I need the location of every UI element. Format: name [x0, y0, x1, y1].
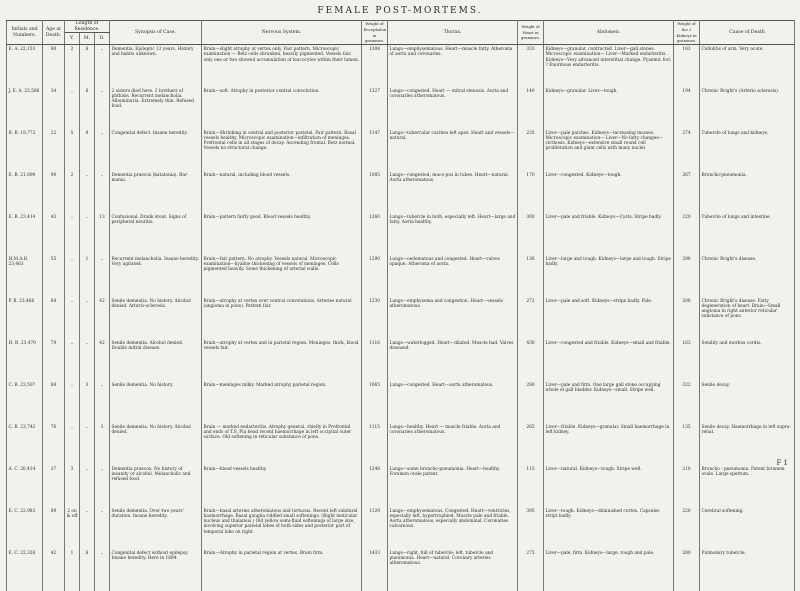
- row-abdomen: Liver—pale and firm. One large gall stone occupying whole of gall bladder. Kidneys—small. Stripe well.: [544, 381, 674, 423]
- row-days: ..: [95, 87, 110, 129]
- row-synopsis: Senile dementia. Over two years' duration. Insane heredity.: [110, 507, 202, 549]
- row-encephalon-weight: 1248: [362, 465, 388, 507]
- row-synopsis: Confusional. Drank stout. Signs of peripheral neuritis.: [110, 213, 202, 255]
- row-months: 6: [80, 87, 95, 129]
- page-title: FEMALE POST-MORTEMS.: [317, 6, 483, 16]
- header-initials: Initials and Numbers.: [7, 21, 43, 45]
- row-age: 42: [43, 549, 65, 591]
- header-synopsis: Synopsis of Case.: [110, 21, 202, 45]
- row-cause-of-death: Tubercle of lungs and intestine.: [700, 213, 795, 255]
- row-kidneys-weight: 267: [674, 171, 700, 213]
- row-initials: P. B. 23,466: [7, 297, 43, 339]
- row-thorax: Lungs—healthy. Heart — muscle friable. Aorta and coronaries atheromatous.: [388, 423, 518, 465]
- row-abdomen: Liver—large and tough. Kidneys—large and tough. Stripe badly.: [544, 255, 674, 297]
- row-days: ..: [95, 381, 110, 423]
- header-residence: Length of Residence.: [65, 21, 110, 33]
- row-cause-of-death: Tubercle of lungs and kidneys.: [700, 129, 795, 171]
- row-synopsis: Recurrent melancholia. Insane heredity. Very agitated.: [110, 255, 202, 297]
- row-months: ..: [80, 423, 95, 465]
- table-row: [7, 171, 795, 213]
- row-cause-of-death: Broncho - pneumonia. Patent foramen ovale. Large spertum.: [700, 465, 795, 507]
- row-thorax: Lungs—tubercular cavities left apex. Heart and vessels—natural.: [388, 129, 518, 171]
- row-kidneys-weight: 163: [674, 339, 700, 381]
- header-abdomen: Abdomen.: [544, 21, 674, 45]
- row-heart-weight: 136: [518, 255, 544, 297]
- row-nervous-system: Brain—Shrinking in central and posterior parietal. Fair pattern. Basal vessels healthy. Microscopic examination—infiltration of meninges. Prefrontal cells in all stages of decay. Ascending frontal. Betz normal. Vessels no structural change.: [202, 129, 362, 171]
- row-age: 27: [43, 465, 65, 507]
- row-cause-of-death: Cerebral softening.: [700, 507, 795, 549]
- row-heart-weight: 140: [518, 87, 544, 129]
- row-months: 6: [80, 549, 95, 591]
- row-synopsis: Senile dementia. No history. Alcohol denied.: [110, 423, 202, 465]
- row-days: 3: [95, 423, 110, 465]
- row-years: ..: [65, 339, 80, 381]
- row-days: 13: [95, 213, 110, 255]
- row-days: ..: [95, 255, 110, 297]
- row-abdomen: Liver—congested and friable. Kidneys—small and friable.: [544, 339, 674, 381]
- table-row: [7, 213, 795, 255]
- row-thorax: Lungs—congested; muco-pus in tubes. Heart—natural. Aorta atheromatous.: [388, 171, 518, 213]
- row-years: 3: [65, 465, 80, 507]
- row-years: ..: [65, 423, 80, 465]
- row-thorax: Lungs—some broncho-pneumonia. Heart—healthy. Foramen ovale patent.: [388, 465, 518, 507]
- row-thorax: Lungs—emphysematous. Heart—muscle fatty. Atheroma of aorta and coronaries.: [388, 45, 518, 87]
- row-age: 55: [43, 255, 65, 297]
- row-thorax: Lungs—congested. Heart—aorta atheromatous.: [388, 381, 518, 423]
- row-age: 34: [43, 87, 65, 129]
- row-thorax: Lungs—waterlogged. Heart—dilated. Muscle bad. Valves diseased.: [388, 339, 518, 381]
- row-months: ..: [80, 507, 95, 549]
- row-kidneys-weight: 194: [674, 87, 700, 129]
- header-heart: Weight of Heart in grammes.: [518, 21, 544, 45]
- row-synopsis: Senile dementia. Alcohol denied. Double mitral disease.: [110, 339, 202, 381]
- row-cause-of-death: Chronic Bright's disease. Fatty degeneration of heart. Brain—Small angioma in right anterior reticular substance of pons.: [700, 297, 795, 339]
- row-kidneys-weight: 274: [674, 129, 700, 171]
- row-cause-of-death: Senile decay. Haemorrhage in left supra-renal.: [700, 423, 795, 465]
- row-encephalon-weight: 1230: [362, 297, 388, 339]
- row-kidneys-weight: 280: [674, 549, 700, 591]
- header-cause: Cause of Death: [700, 21, 795, 45]
- row-years: 2: [65, 171, 80, 213]
- row-synopsis: Congenital defect without epilepsy. Insane heredity. Here in 1894.: [110, 549, 202, 591]
- row-nervous-system: Brain—Atrophy in parietal region at vertex. Brain firm.: [202, 549, 362, 591]
- row-kidneys-weight: 322: [674, 381, 700, 423]
- row-encephalon-weight: 1115: [362, 423, 388, 465]
- row-heart-weight: 430: [518, 339, 544, 381]
- row-nervous-system: Brain—natural, including blood vessels.: [202, 171, 362, 213]
- row-encephalon-weight: 1147: [362, 129, 388, 171]
- row-months: ..: [80, 171, 95, 213]
- row-initials: H. B. 23,470: [7, 339, 43, 381]
- row-abdomen: Liver—friable. Kidneys—granular. Small haemorrhage in left kidney.: [544, 423, 674, 465]
- row-nervous-system: Brain—slight atrophy at vertex only. Fair pattern. Microscopic examination — Betz cells shrunken, heavily pigmented. Vessels fair, only one or two showed accumulation of leucocytes within their lumen.: [202, 45, 362, 87]
- row-encephalon-weight: 1129: [362, 507, 388, 549]
- row-age: 64: [43, 297, 65, 339]
- row-heart-weight: 333: [518, 45, 544, 87]
- row-thorax: Lungs—tubercle in both, especially left. Heart—large and fatty. Aorta healthy.: [388, 213, 518, 255]
- post-mortem-table: [6, 20, 795, 591]
- row-cause-of-death: Chronic Bright's disease.: [700, 255, 795, 297]
- row-encephalon-weight: 1433: [362, 549, 388, 591]
- header-nervous: Nervous System.: [202, 21, 362, 45]
- row-age: 76: [43, 423, 65, 465]
- row-heart-weight: 395: [518, 507, 544, 549]
- row-nervous-system: Brain—meninges milky. Marked atrophy parietal region.: [202, 381, 362, 423]
- table-row: [7, 297, 795, 339]
- row-heart-weight: 275: [518, 549, 544, 591]
- row-days: ..: [95, 171, 110, 213]
- row-nervous-system: Brain—fair pattern. No atrophy. Vessels natural. Microscopic examination—hyaline thickening of vessels of meninges. Cells pigmented heavily. Some thickening of arterial walls.: [202, 255, 362, 297]
- row-years: ..: [65, 297, 80, 339]
- row-thorax: Lungs—congested. Heart — mitral stenosis. Aorta and coronaries atheromatous.: [388, 87, 518, 129]
- row-months: 6: [80, 45, 95, 87]
- row-age: 90: [43, 171, 65, 213]
- row-encephalon-weight: 1290: [362, 255, 388, 297]
- row-kidneys-weight: 135: [674, 423, 700, 465]
- row-initials: A. C. 20,414: [7, 465, 43, 507]
- row-synopsis: 2 sisters died here. 2 brothers of phthisis. Recurrent melancholia. Albuminuria. Extremely thin. Refused food.: [110, 87, 202, 129]
- table-row: [7, 129, 795, 171]
- row-years: ..: [65, 213, 80, 255]
- row-kidneys-weight: 208: [674, 297, 700, 339]
- row-age: 69: [43, 507, 65, 549]
- row-initials: E. B. 23,414: [7, 213, 43, 255]
- row-months: ..: [80, 213, 95, 255]
- row-cause-of-death: Chronic Bright's (Arterio sclerosis).: [700, 87, 795, 129]
- row-synopsis: Senile dementia. No history.: [110, 381, 202, 423]
- row-cause-of-death: Senility and morbus cordis.: [700, 339, 795, 381]
- row-kidneys-weight: 183: [674, 45, 700, 87]
- row-days: ..: [95, 507, 110, 549]
- row-kidneys-weight: 290: [674, 255, 700, 297]
- row-encephalon-weight: 1260: [362, 213, 388, 255]
- row-cause-of-death: Senile decay.: [700, 381, 795, 423]
- row-nervous-system: Brain—atrophy at vertex over central convolutions. Arteries natural (angioma in pons). Pattern fair.: [202, 297, 362, 339]
- row-initials: C. B. 23,507: [7, 381, 43, 423]
- row-nervous-system: Brain—blood vessels healthy.: [202, 465, 362, 507]
- table-row: [7, 87, 795, 129]
- row-initials: E. C. 22,983: [7, 507, 43, 549]
- row-heart-weight: 235: [518, 129, 544, 171]
- row-nervous-system: Brain—basal arteries atheromatous and tortuous. Recent left subdural haemorrhage. Basal ganglia riddled small softenings. (Right lenticular nucleus and thalamus.) Old yellow semi-fluid softenings of large size, involving superior parietal lobes of both sides and posterior part of temporal lobe on right.: [202, 507, 362, 549]
- table-row: [7, 339, 795, 381]
- row-months: 3: [80, 381, 95, 423]
- table-row: [7, 423, 795, 465]
- row-initials: E. B. 21,899: [7, 171, 43, 213]
- header-thorax: Thorax.: [388, 21, 518, 45]
- row-age: 22: [43, 129, 65, 171]
- row-abdomen: Kidneys—granular. Liver—tough.: [544, 87, 674, 129]
- row-age: 79: [43, 339, 65, 381]
- row-abdomen: Liver—pale and friable. Kidneys—Cysts. Stripe badly.: [544, 213, 674, 255]
- row-heart-weight: 170: [518, 171, 544, 213]
- header-months: M.: [80, 33, 95, 45]
- row-initials: R. B. 18,772: [7, 129, 43, 171]
- row-nervous-system: Brain—atrophy at vertex and in parietal region. Meninges, thick, blood vessels fair.: [202, 339, 362, 381]
- row-years: ..: [65, 87, 80, 129]
- row-synopsis: Congenital defect. Insane heredity.: [110, 129, 202, 171]
- table-row: [7, 507, 795, 549]
- row-thorax: Lungs—right, full of tubercle; left, tubercle and pneumonia. Heart—natural. Coronary arteries atheromatous.: [388, 549, 518, 591]
- header-years: Y.: [65, 33, 80, 45]
- row-encephalon-weight: 1116: [362, 339, 388, 381]
- row-thorax: Lungs—emphysematous. Congested. Heart—ventricles, especially left, hypertrophied. Muscle pale and friable. Aorta atheromatous, especially abdominal. Coronaries calcareous.: [388, 507, 518, 549]
- row-nervous-system: Brain—pattern fairly good. Blood vessels healthy.: [202, 213, 362, 255]
- row-months: 9: [80, 129, 95, 171]
- row-synopsis: Senile dementia. No history. Alcohol denied. Arterio-sclerosis.: [110, 297, 202, 339]
- row-encephalon-weight: 1085: [362, 171, 388, 213]
- row-initials: J. E. A. 23,586: [7, 87, 43, 129]
- row-kidneys-weight: 210: [674, 465, 700, 507]
- row-kidneys-weight: 220: [674, 213, 700, 255]
- row-age: 88: [43, 381, 65, 423]
- row-synopsis: Dementia praecox (katatonia). Bar-mania.: [110, 171, 202, 213]
- row-age: 43: [43, 213, 65, 255]
- row-heart-weight: 115: [518, 465, 544, 507]
- row-months: ..: [80, 465, 95, 507]
- row-encephalon-weight: 1208: [362, 45, 388, 87]
- row-heart-weight: 300: [518, 213, 544, 255]
- row-initials: E. A. 22,153: [7, 45, 43, 87]
- row-nervous-system: Brain—soft. Atrophy in posterior central convolution.: [202, 87, 362, 129]
- row-years: ..: [65, 381, 80, 423]
- row-abdomen: Liver—pale, firm. Kidneys—large, tough and pale.: [544, 549, 674, 591]
- row-days: 42: [95, 297, 110, 339]
- page-footer: F 1: [776, 459, 788, 467]
- row-thorax: Lungs—emphysema and congestion. Heart—vessels atheromatous.: [388, 297, 518, 339]
- row-thorax: Lungs—oedematous and congested. Heart—valves opaque. Atheroma of aorta.: [388, 255, 518, 297]
- row-heart-weight: 280: [518, 381, 544, 423]
- row-abdomen: Liver—pale patches. Kidneys—increasing masses. Microscopic examination— Liver—No fatty changes—cirrhosis. Kidneys—extensive small round cell proliferation and giant cells with many nuclei.: [544, 129, 674, 171]
- row-years: 1: [65, 549, 80, 591]
- table-row: [7, 255, 795, 297]
- row-days: ..: [95, 45, 110, 87]
- row-years: 5: [65, 129, 80, 171]
- header-days: D.: [95, 33, 110, 45]
- row-years: 2: [65, 45, 80, 87]
- row-encephalon-weight: 1065: [362, 381, 388, 423]
- header-encephalon: Weight of Encephalon in grammes.: [363, 21, 387, 44]
- table-row: [7, 381, 795, 423]
- row-nervous-system: Brain — marked endarteritis. Atrophy general, chiefly in Prefrontal and ends of T.S. Pia bead recent haemorrhage in left occipital outer surface. Old softening in reticular substance of pons.: [202, 423, 362, 465]
- row-initials: H.M.A.B. 23,463: [7, 255, 43, 297]
- row-years: 2 on & off: [65, 507, 80, 549]
- row-days: 42: [95, 339, 110, 381]
- row-days: ..: [95, 465, 110, 507]
- row-synopsis: Dementia praecox. No history of insanity or alcohol. Melancholic and refused food.: [110, 465, 202, 507]
- row-months: ..: [80, 297, 95, 339]
- row-heart-weight: 272: [518, 297, 544, 339]
- row-abdomen: Liver—pale and soft. Kidneys—stripe badly. Pale.: [544, 297, 674, 339]
- row-cause-of-death: Pulmonary tubercle.: [700, 549, 795, 591]
- row-abdomen: Liver—congested. Kidneys—tough.: [544, 171, 674, 213]
- header-kidneys: Weight of the 2 Kidneys in grammes.: [674, 21, 700, 45]
- row-kidneys-weight: 220: [674, 507, 700, 549]
- row-cause-of-death: Cellulitis of arm. Very acute.: [700, 45, 795, 87]
- row-heart-weight: 265: [518, 423, 544, 465]
- row-abdomen: Liver—tough. Kidneys—diminished cortex. Capsules stript badly.: [544, 507, 674, 549]
- table-row: [7, 549, 795, 591]
- header-age: Age at Death.: [43, 21, 65, 45]
- row-abdomen: Liver—natural. Kidneys—tough. Stripe well.: [544, 465, 674, 507]
- row-abdomen: Kidneys—granular, contracted. Liver—gall stones. Microscopic examination— Liver—Marked endarteritis. Kidneys—Very advanced interstitial change. Pyaemic foci ? Enormous endarteritis.: [544, 45, 674, 87]
- row-age: 80: [43, 45, 65, 87]
- row-encephalon-weight: 1327: [362, 87, 388, 129]
- row-cause-of-death: Broncho-pneumonia.: [700, 171, 795, 213]
- row-days: ..: [95, 549, 110, 591]
- table-row: [7, 45, 795, 87]
- row-initials: C. B. 23,742: [7, 423, 43, 465]
- row-days: ..: [95, 129, 110, 171]
- row-months: 1: [80, 255, 95, 297]
- row-months: ..: [80, 339, 95, 381]
- row-initials: E. C. 22,326: [7, 549, 43, 591]
- row-synopsis: Dementia. Epileptic 12 years. History and habits unknown.: [110, 45, 202, 87]
- row-years: ..: [65, 255, 80, 297]
